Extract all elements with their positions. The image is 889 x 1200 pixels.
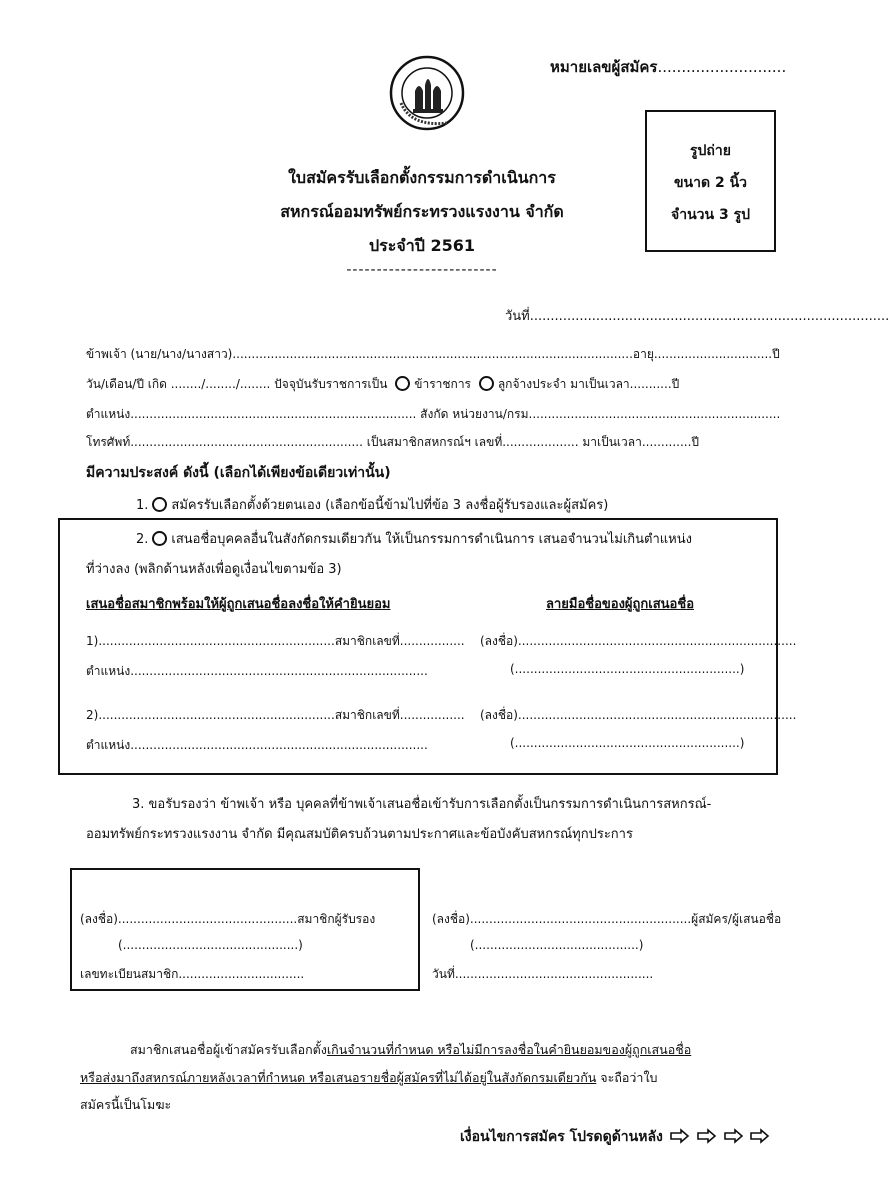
photo-box [645, 110, 776, 252]
void-note-line-2 [80, 1068, 657, 1088]
void-note-text: สมาชิกเสนอชื่อผู้เข้าสมัครรับเลือกตั้ง [130, 1042, 327, 1057]
birth-date-text: วัน/เดือน/ปี เกิด ......../......../........ ปัจจุบันรับราชการเป็น [86, 377, 388, 391]
option-1-number: 1. [136, 498, 149, 513]
option-2-text: เสนอชื่อบุคคลอื่นในสังกัดกรมเดียวกัน ให้เป็นกรรมการดำเนินการ เสนอจำนวนไม่เกินตำแหน่ง [171, 532, 692, 547]
intent-heading: มีความประสงค์ ดังนี้ (เลือกได้เพียงข้อเดียวเท่านั้น) [86, 465, 391, 481]
nominee-1-printed-name: (...........................................................) [510, 662, 745, 676]
applicant-number-dots: ........................... [657, 58, 787, 76]
arrow-right-icon [750, 1129, 770, 1143]
form-title-line2: สหกรณ์ออมทรัพย์กระทรวงแรงงาน จำกัด [280, 202, 564, 221]
applicant-number-label: หมายเลขผู้สมัคร [550, 58, 658, 76]
arrow-right-icon [670, 1129, 690, 1143]
form-title-year: ประจำปี 2561 [369, 236, 475, 255]
conditions-notice [460, 1126, 770, 1148]
name-age-field: ข้าพเจ้า (นาย/นาง/นางสาว).........................................................................................................อายุ...............................ปี [86, 347, 780, 361]
option-1 [136, 494, 608, 515]
signature-column-header: ลายมือชื่อของผู้ถูกเสนอชื่อ [546, 597, 694, 612]
void-note-condition-1: เกินจำนวนที่กำหนด หรือไม่มีการลงชื่อในคำยินยอมของผู้ถูกเสนอชื่อ [326, 1042, 692, 1057]
permanent-employee-label: ลูกจ้างประจำ มาเป็นเวลา...........ปี [497, 377, 680, 391]
permanent-employee-radio[interactable] [479, 376, 494, 391]
void-note-line-3: สมัครนี้เป็นโมฆะ [80, 1097, 172, 1112]
certification-line-1: 3. ขอรับรองว่า ข้าพเจ้า หรือ บุคคลที่ข้าพเจ้าเสนอชื่อเข้ารับการเลือกตั้งเป็นกรรมการดำเนินการสหกรณ์- [132, 797, 712, 812]
birth-status-field [86, 375, 679, 394]
photo-label: รูปถ่าย [690, 143, 731, 159]
option-2-continued: ที่ว่างลง (พลิกด้านหลังเพื่อดูเงื่อนไขตามข้อ 3) [86, 562, 342, 577]
position-agency-field: ตำแหน่ง........................................................................... สังกัด หน่วยงาน/กรม.................................................................. [86, 407, 781, 421]
option-2 [136, 528, 692, 549]
nominee-2-printed-name: (...........................................................) [510, 736, 745, 750]
arrow-right-icon [724, 1129, 744, 1143]
title-divider: ------------------------- [346, 262, 498, 278]
phone-member-field: โทรศัพท์............................................................. เป็นสมาชิกสหกรณ์ฯ เลขที่.................... มาเป็นเวลา.............ปี [86, 435, 700, 449]
nominee-column-header: เสนอชื่อสมาชิกพร้อมให้ผู้ถูกเสนอชื่อลงชื่อให้คำยินยอม [86, 597, 391, 612]
applicant-signature: (ลงชื่อ)..........................................................ผู้สมัคร/ผู้เสนอชื่อ [432, 912, 782, 926]
form-title-line1: ใบสมัครรับเลือกตั้งกรรมการดำเนินการ [288, 168, 556, 187]
option-2-number: 2. [136, 532, 149, 547]
applicant-printed-name: (...........................................) [470, 938, 644, 952]
certification-line-2: ออมทรัพย์กระทรวงแรงงาน จำกัด มีคุณสมบัติครบถ้วนตามประกาศและข้อบังคับสหกรณ์ทุกประการ [86, 827, 633, 842]
guarantor-signature: (ลงชื่อ)...............................................สมาชิกผู้รับรอง [80, 912, 376, 926]
nominee-2-signature: (ลงชื่อ)......................................................................... [480, 708, 797, 722]
applicant-date: วันที่.................................................... [432, 967, 654, 981]
nominee-1-name: 1)..............................................................สมาชิกเลขที่................. [86, 634, 465, 648]
guarantor-member-number: เลขทะเบียนสมาชิก................................. [80, 967, 305, 981]
nominee-2-name: 2)..............................................................สมาชิกเลขที่................. [86, 708, 465, 722]
guarantor-printed-name: (..............................................) [118, 938, 303, 952]
void-note-condition-2: หรือส่งมาถึงสหกรณ์ภายหลังเวลาที่กำหนด หรือเสนอรายชื่อผู้สมัครที่ไม่ได้อยู่ในสังกัดกรมเดียวกัน [80, 1070, 597, 1085]
option-2-radio[interactable] [152, 531, 167, 546]
option-1-text: สมัครรับเลือกตั้งด้วยตนเอง (เลือกข้อนี้ข้ามไปที่ข้อ 3 ลงชื่อผู้รับรองและผู้สมัคร) [171, 498, 609, 513]
date-field: วันที่....................................................................................... [505, 309, 889, 324]
void-note-tail: จะถือว่าใบ [596, 1070, 658, 1085]
conditions-text: เงื่อนไขการสมัคร โปรดดูด้านหลัง [460, 1129, 663, 1145]
nominee-1-position: ตำแหน่ง.............................................................................. [86, 664, 428, 678]
void-note-line-1 [130, 1040, 691, 1060]
nominee-2-position: ตำแหน่ง.............................................................................. [86, 738, 428, 752]
photo-size: ขนาด 2 นิ้ว [673, 175, 747, 191]
civil-servant-radio[interactable] [395, 376, 410, 391]
arrow-right-icon [697, 1129, 717, 1143]
applicant-number-field [550, 55, 786, 79]
option-1-radio[interactable] [152, 497, 167, 512]
photo-count: จำนวน 3 รูป [671, 207, 750, 223]
cooperative-seal-logo [389, 55, 465, 131]
civil-servant-label: ข้าราชการ [414, 377, 471, 391]
nominee-1-signature: (ลงชื่อ)......................................................................... [480, 634, 797, 648]
